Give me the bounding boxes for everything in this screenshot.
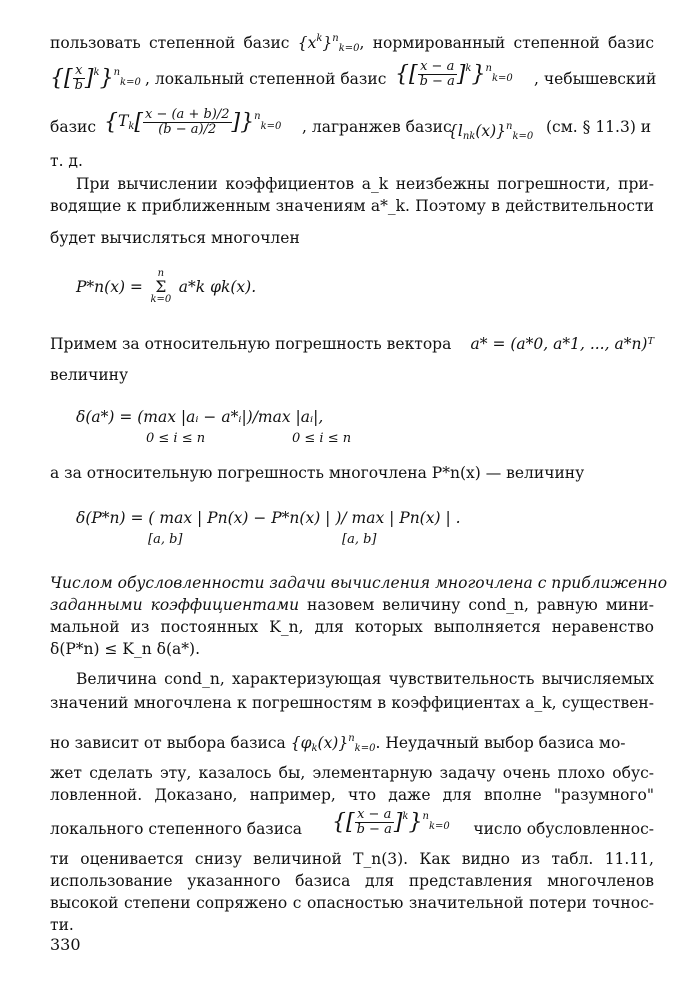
- text-line: использование указанного базиса для представления многочленов: [50, 872, 654, 890]
- math-local-basis: {[ $\frac{x - a}{b - a}$ ]$^k$}$^n_{k=0}$: [332, 806, 450, 837]
- formula-polynomial-error: δ(P*n) = ( max | Pn(x) − P*n(x) | )/ max | Pn(x) | .: [76, 509, 461, 527]
- text-fragment: . Неудачный выбор базиса мо-: [375, 734, 626, 752]
- text-fragment: a* = (a*0, a*1, ..., a*n)ᵀ: [470, 335, 654, 353]
- text-line: будет вычисляться многочлен: [50, 229, 300, 247]
- page-number: 330: [50, 935, 81, 954]
- formula-subscript: [a, b]: [148, 532, 183, 547]
- math-power-basis: $\{x^k\}^n_{k=0}$: [297, 33, 360, 54]
- formula-subscript: [a, b]: [342, 532, 377, 547]
- formula-vector-error: δ(a*) = (max |aᵢ − a*ᵢ|)/max |aᵢ|,: [76, 408, 324, 426]
- text-line: При вычислении коэффициентов a_k неизбежны погрешности, при-: [76, 175, 654, 193]
- text-line: [50, 28, 654, 60]
- text-line: величину: [50, 366, 129, 384]
- text-line: высокой степени сопряжено с опасностью значительной потери точнос-: [50, 894, 654, 912]
- text-line: жет сделать эту, казалось бы, элементарную задачу очень плохо обус-: [50, 764, 654, 782]
- formula-polynomial: [76, 268, 257, 305]
- text-fragment: назовем величину cond_n, равную мини-: [299, 596, 654, 614]
- text-fragment: , локальный степенной базис: [145, 70, 387, 88]
- text-line: а за относительную погрешность многочлена P*n(x) — величину: [50, 464, 585, 482]
- text-line: ти оценивается снизу величиной T_n(3). Как видно из табл. 11.11,: [50, 850, 654, 868]
- text-fragment: , чебышевский: [534, 70, 657, 88]
- math-phi-basis: $\{\varphi_k(x)\}^n_{k=0}$: [290, 733, 376, 754]
- text-fragment: базис: [50, 118, 97, 136]
- text-line: т. д.: [50, 152, 83, 170]
- text-line: Величина cond_n, характеризующая чувствительность вычисляемых: [76, 670, 654, 688]
- text-line: мальной из постоянных K_n, для которых выполняется неравенство: [50, 618, 654, 636]
- text-fragment: локального степенного базиса: [50, 820, 303, 838]
- math-lagrange-basis: $\{l_{nk}(x)\}^n_{k=0}$: [448, 121, 534, 142]
- text-fragment: пользовать степенной базис: [50, 34, 298, 52]
- text-line: значений многочлена к погрешностям в коэффициентах a_k, существен-: [50, 694, 654, 712]
- formula-subscript: 0 ≤ i ≤ n: [146, 431, 206, 446]
- text-fragment: , нормированный степенной базис: [359, 34, 655, 52]
- math-normalized-basis: {[ $\frac{x}{b}$ ]$^k$}$^n_{k=0}$: [50, 62, 141, 93]
- text-line: водящие к приближенным значениям a*_k. Поэтому в действительности: [50, 197, 654, 215]
- text-line: [50, 333, 654, 355]
- text-fragment: но зависит от выбора базиса: [50, 734, 286, 752]
- text-line: ловленной. Доказано, например, что даже для вполне "разумного": [50, 786, 654, 804]
- sum-icon: n Σ k=0: [150, 268, 172, 305]
- text-fragment: заданными коэффициентами: [50, 596, 300, 614]
- math-local-basis: {[ $\frac{x - a}{b - a}$ ]$^k$}$^n_{k=0}$: [395, 58, 513, 89]
- formula-rhs: a*k φk(x).: [178, 278, 257, 296]
- definition-line: [50, 594, 654, 616]
- math-chebyshev-basis: {$T_k$[ $\frac{x - (a + b)/2}{(b - a)/2}$ ]}$^n_{k=0}$: [104, 106, 282, 137]
- text-line: [50, 728, 654, 760]
- text-fragment: , лагранжев базис: [302, 118, 452, 136]
- text-fragment: (см. § 11.3) и: [546, 118, 652, 136]
- formula-subscript: 0 ≤ i ≤ n: [292, 431, 352, 446]
- definition-line: Числом обусловленности задачи вычисления многочлена с приближенно: [50, 574, 668, 592]
- formula-lhs: P*n(x) =: [76, 278, 143, 296]
- text-fragment: число обусловленнос-: [473, 820, 654, 838]
- text-fragment: Примем за относительную погрешность вектора: [50, 335, 452, 353]
- text-line: δ(P*n) ≤ K_n δ(a*).: [50, 640, 201, 658]
- text-line: ти.: [50, 916, 74, 934]
- text-line: [50, 58, 657, 94]
